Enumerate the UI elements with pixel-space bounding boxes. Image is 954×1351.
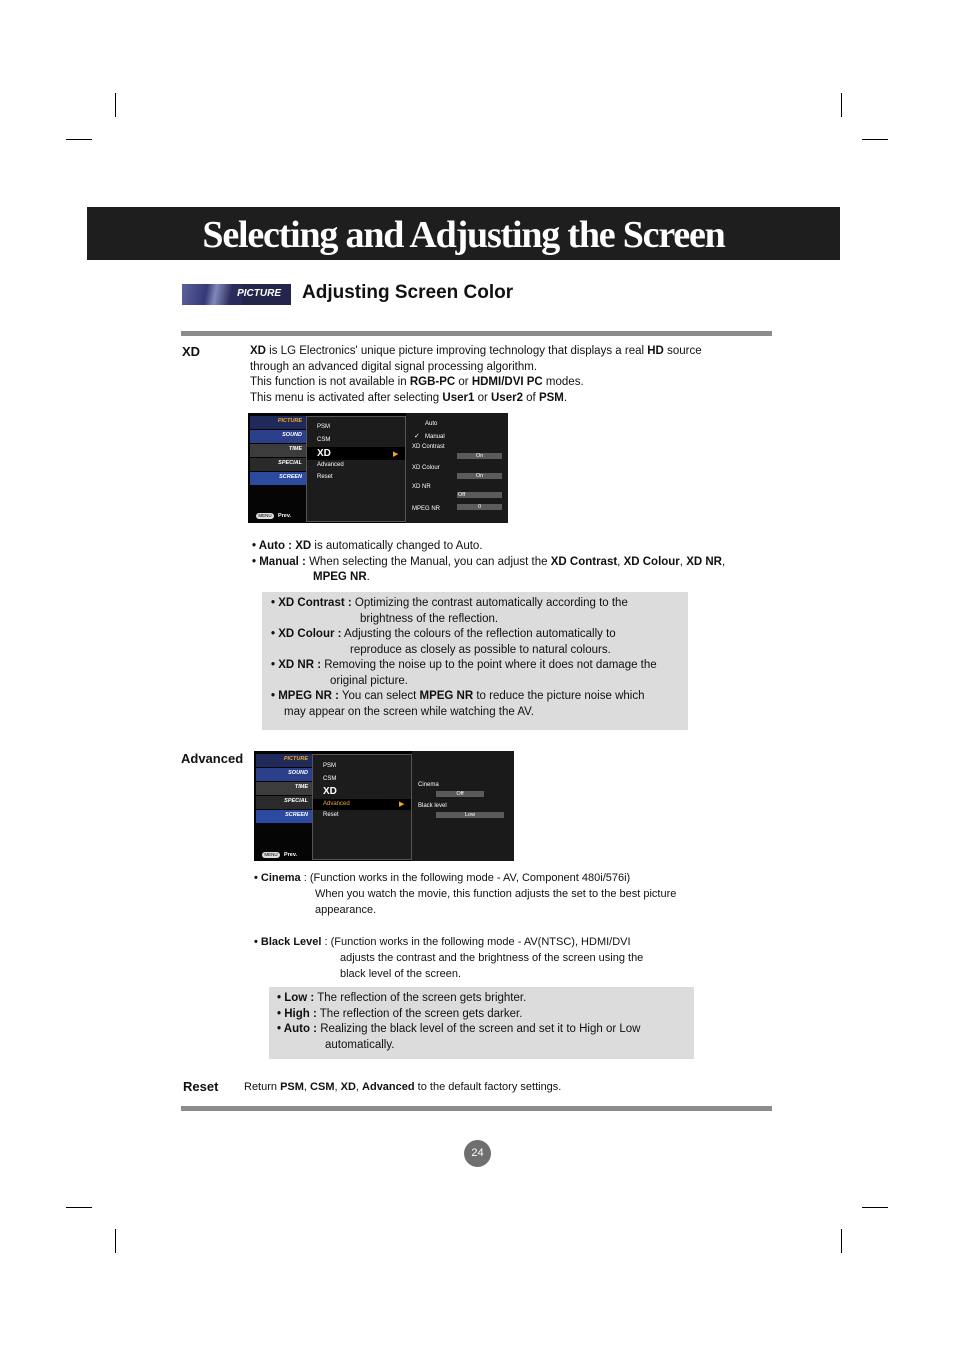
bullet-manual: • Manual : When selecting the Manual, you can adjust the XD Contrast, XD Colour, XD NR, [252,555,726,568]
osd-tab: SCREEN [279,474,302,480]
osd-menu-item: XD [323,786,337,797]
xd-para-line: through an advanced digital signal processing algorithm. [250,360,538,373]
menu-button: MENU [256,513,274,519]
osd-row-value: On [457,453,502,459]
menu-button: MENU [262,852,280,858]
osd-tab: PICTURE [283,756,308,762]
osd-menu [312,754,412,860]
bullet-manual-cont: MPEG NR. [313,571,370,583]
osd-row-label: XD Contrast [412,444,445,450]
section-title: Adjusting Screen Color [302,282,514,303]
check-icon: ✓ [414,433,420,440]
arrow-icon: ▶ [393,451,399,458]
crop-mark [115,93,116,117]
bullet-auto: • Auto : XD is automatically changed to Auto. [252,540,483,552]
prev-label: Prev. [278,513,292,519]
divider-bottom [181,1106,772,1111]
info-line: may appear on the screen while watching the AV. [284,705,534,718]
page-number: 24 [464,1140,491,1167]
prev-label: Prev. [284,852,298,858]
osd-tab: SOUND [282,432,302,438]
osd-row-value: 0 [457,504,502,510]
osd-row-label: Cinema [418,782,439,788]
osd-row-value: Low [436,812,504,818]
reset-text: Return PSM, CSM, XD, Advanced to the default factory settings. [244,1081,562,1093]
black-level-line: • Black Level : (Function works in the following mode - AV(NTSC), HDMI/DVI [254,936,631,948]
osd-row-value: Off [457,492,502,498]
osd-row-label: XD NR [412,484,431,490]
osd-advanced-screenshot [254,751,514,861]
advanced-label: Advanced [181,751,244,766]
info-line: • XD NR : Removing the noise up to the point where it does not damage the [271,659,657,671]
xd-para-line: This menu is activated after selecting User1 or User2 of PSM. [250,391,568,404]
xd-label: XD [182,344,201,359]
osd-row-label: MPEG NR [412,506,441,512]
crop-mark [862,1207,888,1208]
black-level-info-box [269,987,694,1059]
crop-mark [115,1229,116,1253]
cinema-line: When you watch the movie, this function adjusts the set to the best picture [315,888,677,900]
osd-menu-item: Advanced [317,462,344,468]
page-title: Selecting and Adjusting the Screen [202,214,725,256]
osd-menu-item: CSM [317,437,331,443]
osd-row-label: Black level [418,803,447,809]
osd-row-value: On [457,473,502,479]
osd-menu-item: XD [317,448,331,459]
osd-menu [306,416,406,522]
osd-xd-screenshot [248,413,508,523]
info-line: • XD Colour : Adjusting the colours of the reflection automatically to [271,628,616,640]
osd-option: Auto [425,421,438,427]
info-line: original picture. [330,674,408,687]
badge-label: PICTURE [237,288,281,299]
black-level-line: black level of the screen. [340,968,462,980]
info-line: • MPEG NR : You can select MPEG NR to reduce the picture noise which [271,690,645,702]
info-line: reproduce as closely as possible to natural colours. [350,643,611,656]
osd-option: Manual [425,434,445,440]
osd-xd-panel [406,413,508,523]
xd-para-line: XD is LG Electronics' unique picture improving technology that displays a real HD source [250,345,702,357]
osd-menu-item: PSM [323,763,337,769]
crop-mark [841,1229,842,1253]
osd-tab: SOUND [288,770,308,776]
osd-row-label: XD Colour [412,465,440,471]
osd-tab: SPECIAL [284,798,308,804]
crop-mark [66,1207,92,1208]
osd-tab: PICTURE [277,418,302,424]
osd-row-value: Off [436,791,484,797]
divider-top [181,331,772,336]
reset-label: Reset [183,1079,219,1094]
info-line: • Auto : Realizing the black level of the screen and set it to High or Low [277,1023,641,1035]
osd-tab: SCREEN [285,812,308,818]
title-bar [87,207,840,260]
picture-badge [182,284,291,305]
info-line: • High : The reflection of the screen gets darker. [277,1007,523,1020]
black-level-line: adjusts the contrast and the brightness of the screen using the [340,952,644,964]
osd-tab: TIME [294,784,308,790]
osd-menu-item: Reset [323,812,339,818]
osd-menu-item: PSM [317,424,331,430]
info-line: • XD Contrast : Optimizing the contrast automatically according to the [271,597,628,609]
osd-advanced-panel [412,751,514,861]
xd-para-line: This function is not available in RGB-PC or HDMI/DVI PC modes. [250,376,584,388]
arrow-icon: ▶ [399,801,405,808]
xd-info-box [262,592,688,730]
osd-menu-item: CSM [323,776,337,782]
osd-tab: TIME [288,446,302,452]
badge-graphic [182,284,242,305]
osd-menu-item: Reset [317,474,333,480]
info-line: • Low : The reflection of the screen gets brighter. [277,992,527,1004]
crop-mark [66,139,92,140]
osd-menu-item: Advanced [323,801,350,807]
osd-tab: SPECIAL [278,460,302,466]
info-line: brightness of the reflection. [360,612,499,625]
info-line: automatically. [325,1038,395,1051]
cinema-line: • Cinema : (Function works in the following mode - AV, Component 480i/576i) [254,872,631,884]
cinema-line: appearance. [315,904,377,916]
crop-mark [841,93,842,117]
crop-mark [862,139,888,140]
